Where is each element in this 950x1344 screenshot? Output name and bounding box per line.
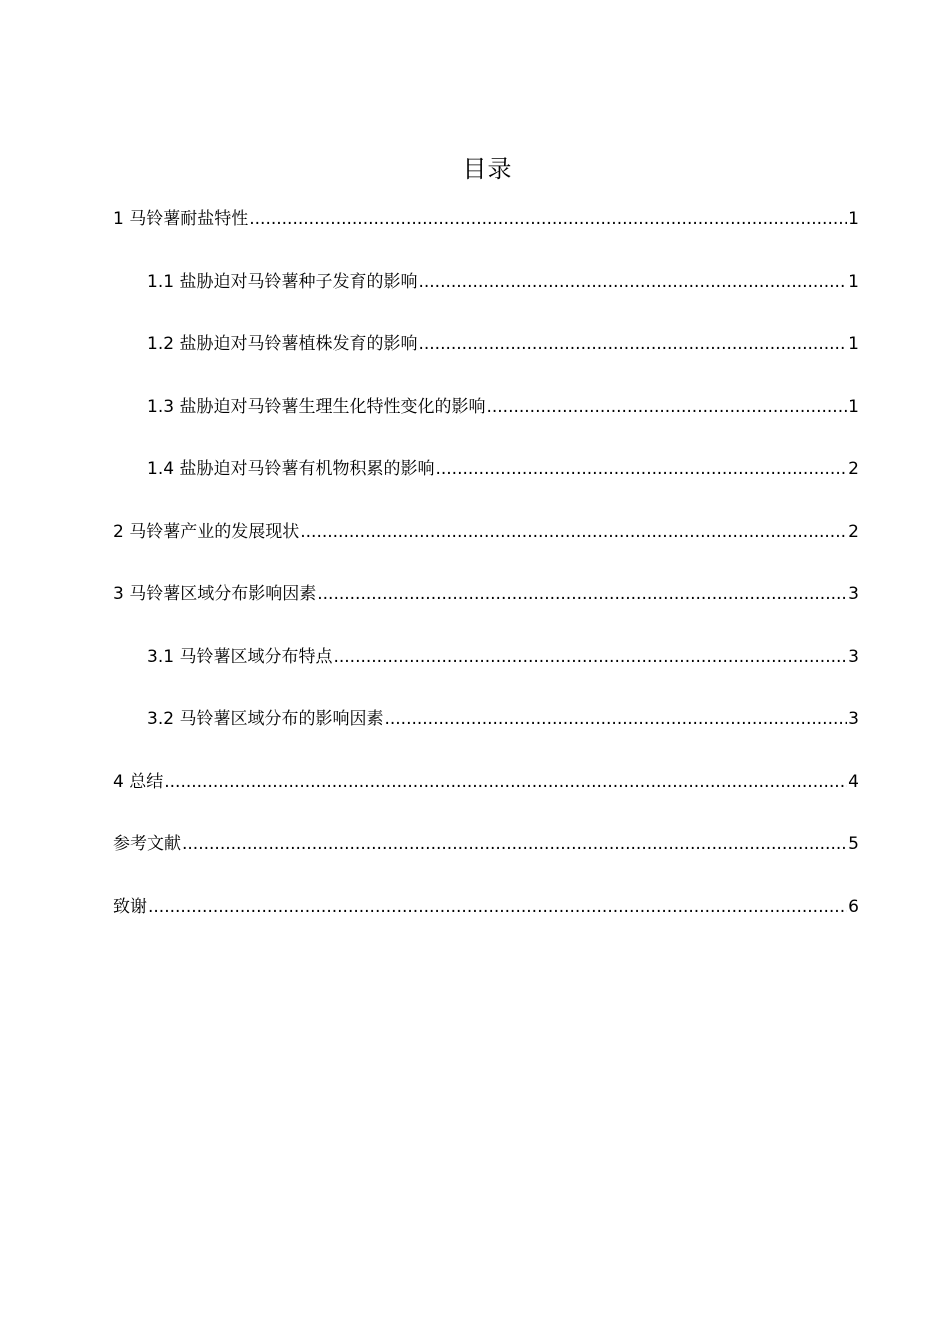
toc-entry-label: 1.3 盐胁迫对马铃薯生理生化特性变化的影响 <box>147 396 486 417</box>
toc-entry-page: 3 <box>848 646 859 667</box>
toc-dot-leader <box>418 327 847 361</box>
toc-dot-leader <box>300 515 847 549</box>
toc-entry[interactable] <box>113 765 859 828</box>
toc-dot-leader <box>384 702 847 736</box>
toc-entry-label: 1.2 盐胁迫对马铃薯植株发育的影响 <box>147 334 418 354</box>
toc-entry-label: 1.1 盐胁迫对马铃薯种子发育的影响 <box>147 271 418 292</box>
toc-dot-leader <box>486 390 847 424</box>
toc-entry-page: 5 <box>848 834 859 854</box>
toc-entry[interactable] <box>113 640 859 703</box>
toc-entry-label: 3.1 马铃薯区域分布特点 <box>147 646 333 667</box>
toc-entry[interactable] <box>113 452 859 515</box>
toc-entry[interactable] <box>113 702 859 765</box>
toc-entry[interactable] <box>113 265 859 328</box>
toc-entry-page: 1 <box>848 396 859 417</box>
toc-entry-page: 4 <box>848 771 859 792</box>
toc-dot-leader <box>418 265 847 299</box>
toc-entry[interactable] <box>113 515 859 578</box>
toc-entry[interactable] <box>113 327 859 390</box>
toc-entry-page: 2 <box>848 521 859 542</box>
toc-entry[interactable] <box>113 577 859 640</box>
toc-entry-page: 3 <box>848 709 859 729</box>
toc-entry-page: 1 <box>848 271 859 292</box>
toc-entry-label: 3.2 马铃薯区域分布的影响因素 <box>147 709 384 729</box>
toc-entry-page: 2 <box>848 459 859 479</box>
toc-title: 目录 <box>462 155 513 183</box>
toc-dot-leader <box>164 765 847 799</box>
toc-list <box>113 202 859 952</box>
toc-dot-leader <box>249 202 847 236</box>
toc-entry[interactable] <box>113 202 859 265</box>
toc-entry-label: 2 马铃薯产业的发展现状 <box>113 521 300 542</box>
toc-entry-page: 1 <box>848 209 859 229</box>
toc-entry-page: 3 <box>848 584 859 604</box>
toc-dot-leader <box>182 827 847 861</box>
toc-dot-leader <box>317 577 847 611</box>
toc-entry-label: 致谢 <box>113 896 147 917</box>
toc-entry-label: 1.4 盐胁迫对马铃薯有机物积累的影响 <box>147 459 435 479</box>
toc-entry[interactable] <box>113 390 859 453</box>
toc-dot-leader <box>333 640 847 674</box>
toc-entry-page: 1 <box>848 334 859 354</box>
toc-entry[interactable] <box>113 827 859 890</box>
toc-entry-label: 4 总结 <box>113 771 164 792</box>
toc-entry-label: 1 马铃薯耐盐特性 <box>113 209 249 229</box>
toc-entry-page: 6 <box>848 896 859 917</box>
toc-dot-leader <box>148 890 847 924</box>
toc-entry[interactable] <box>113 890 859 953</box>
toc-entry-label: 3 马铃薯区域分布影响因素 <box>113 584 317 604</box>
toc-entry-label: 参考文献 <box>113 834 181 854</box>
toc-dot-leader <box>435 452 847 486</box>
